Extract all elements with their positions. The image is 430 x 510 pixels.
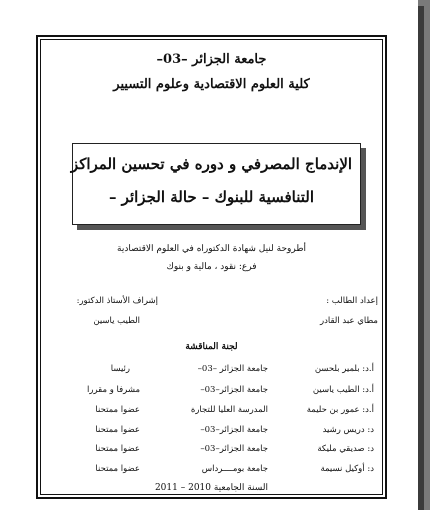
thesis-description: أطروحة لنيل شهادة الدكتوراه في العلوم الاقتصادية (117, 244, 306, 254)
member-role: عضوا ممتحنا (95, 464, 140, 474)
member-institution: جامعة الجزائر–03– (200, 385, 268, 395)
member-institution: المدرسة العليا للتجارة (190, 405, 268, 415)
committee-title: لجنة المناقشة (185, 342, 238, 352)
member-institution: جامعة الجزائر–03– (200, 425, 268, 435)
thesis-branch: فرع: نقود ، مالية و بنوك (166, 262, 257, 272)
member-role: عضوا ممتحنا (95, 425, 140, 435)
member-institution: جامعة بومــــرداس (201, 464, 268, 474)
supervisor-label: إشراف الأستاذ الدكتور: (76, 296, 158, 306)
member-name: د: أوكيل نسيمة (320, 464, 374, 474)
member-name: أ.د: بلمير بلحسن (314, 364, 374, 374)
member-role: عضوا ممتحنا (95, 405, 140, 415)
member-name: أ.د: الطيب ياسين (312, 385, 374, 395)
member-name: د: صديقي مليكة (317, 444, 374, 454)
faculty-name: كلية العلوم الاقتصادية وعلوم التسيير (113, 77, 310, 92)
member-institution: جامعة الجزائر–03– (200, 444, 268, 454)
student-name: مطاي عبد القادر (319, 316, 378, 326)
student-label: إعداد الطالب : (326, 296, 378, 306)
supervisor-name: الطيب ياسين (93, 316, 140, 326)
member-name: أ.د: عمور بن حليمة (306, 405, 374, 415)
university-name: جامعة الجزائر –03– (156, 52, 267, 67)
member-role: رئيسا (110, 364, 130, 374)
thesis-title-line1: الإندماج المصرفي و دوره في تحسين المراكز (70, 155, 353, 173)
thesis-title-line2: التنافسية للبنوك – حالة الجزائر – (108, 188, 315, 206)
page-shadow (418, 6, 424, 510)
academic-year: السنة الجامعية 2010 – 2011 (154, 483, 269, 493)
member-role: عضوا ممتحنا (95, 444, 140, 454)
member-name: د: دريس رشيد (322, 425, 374, 435)
member-role: مشرفا و مقررا (87, 385, 140, 395)
member-institution: جامعة الجزائر –03– (197, 364, 268, 374)
